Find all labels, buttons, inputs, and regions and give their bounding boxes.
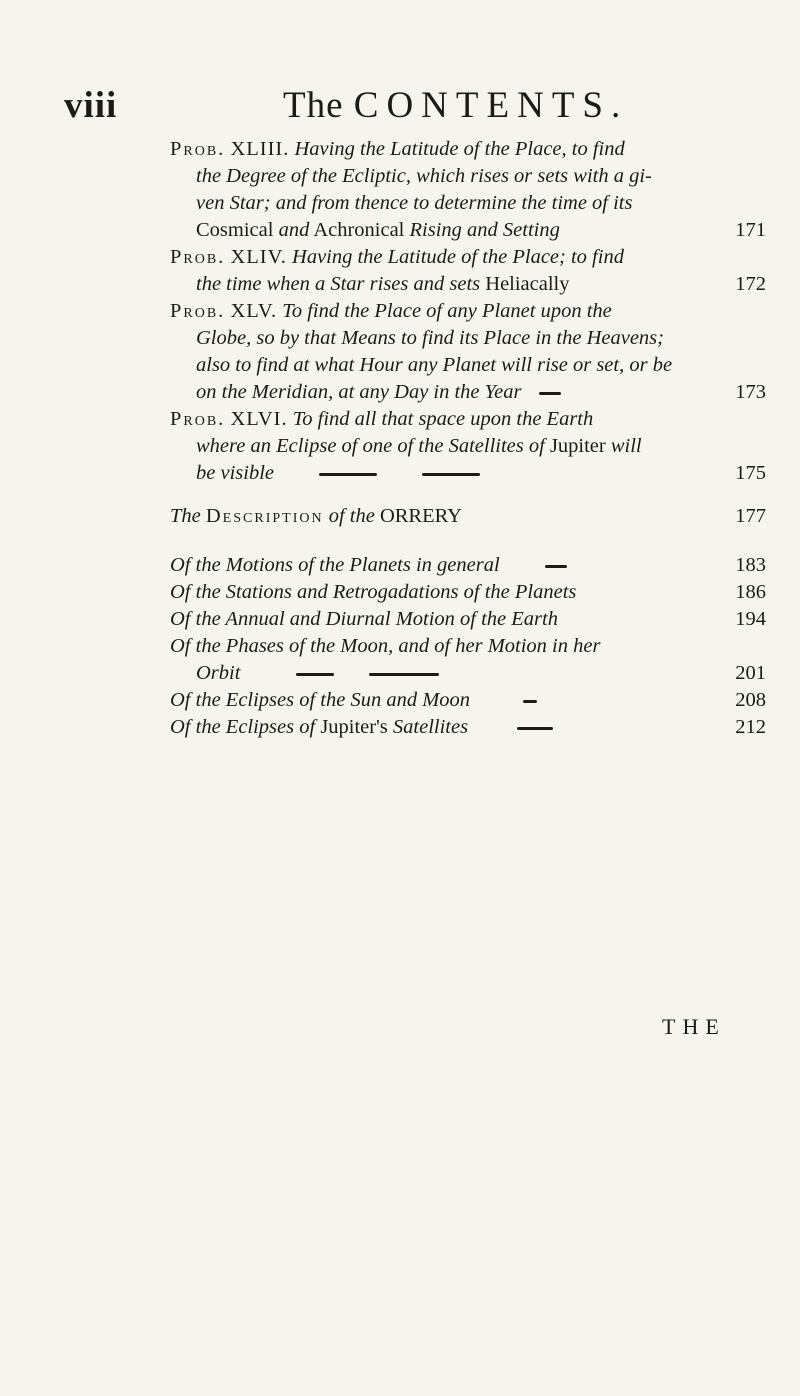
leader-dash <box>539 392 561 395</box>
section-entry <box>170 633 766 687</box>
page-ref: 208 <box>735 689 766 711</box>
page-ref: 183 <box>735 554 766 576</box>
prob-number: XLVI. <box>230 408 288 430</box>
prob-number: XLV. <box>230 300 278 322</box>
section-title: Of the Eclipses of the Sun and Moon <box>170 689 471 711</box>
prob-text: To find all that space upon the Earth <box>292 408 594 430</box>
prob-label: Prob. <box>170 300 226 322</box>
prob-text: the Degree of the Ecliptic, which rises or sets with a gi- <box>196 165 652 187</box>
prob-text: Rising and Setting <box>409 219 560 241</box>
desc-of-the: of the <box>328 505 375 527</box>
prob-text: also to find at what Hour any Planet will rise or set, or be <box>196 354 673 376</box>
section-entry <box>170 687 766 714</box>
contents-body <box>170 136 766 741</box>
leader-dash <box>422 473 480 476</box>
section-title: Of the Stations and Retrogadations of the Planets <box>170 581 577 603</box>
page-ref: 175 <box>735 462 766 484</box>
page-ref: 177 <box>735 505 766 527</box>
section-title: Of the Motions of the Planets in general <box>170 554 500 576</box>
section-title: Of the Eclipses of <box>170 716 316 738</box>
leader-dash <box>517 727 553 730</box>
prob-label: Prob. <box>170 408 226 430</box>
prob-text: To find the Place of any Planet upon the <box>282 300 612 322</box>
page-ref: 186 <box>735 581 766 603</box>
section-title: Orbit <box>196 662 241 684</box>
section-title: Of the Annual and Diurnal Motion of the Earth <box>170 608 558 630</box>
sections-list <box>170 552 766 741</box>
prob-text: on the Meridian, at any Day in the Year <box>196 381 522 403</box>
desc-subject: ORRERY <box>379 505 462 527</box>
section-title-roman: Jupiter's <box>320 716 388 738</box>
prob-text: Having the Latitude of the Place; to find <box>292 246 624 268</box>
problem-entry-xliv <box>170 244 766 298</box>
desc-label: Description <box>205 505 324 527</box>
prob-text-roman: Jupiter <box>549 435 606 457</box>
page-ref: 201 <box>735 662 766 684</box>
problem-entry-xlv <box>170 298 766 406</box>
leader-dash <box>545 565 567 568</box>
prob-number: XLIV. <box>230 246 287 268</box>
page-ref: 172 <box>735 273 766 295</box>
page-ref: 173 <box>735 381 766 403</box>
prob-text: will <box>610 435 642 457</box>
prob-text-roman: Achronical <box>313 219 405 241</box>
section-title: Satellites <box>392 716 469 738</box>
catchword: THE <box>662 1014 726 1039</box>
leader-dash <box>369 673 439 676</box>
running-head <box>283 84 628 127</box>
section-entry <box>170 579 766 606</box>
running-head-the: The <box>283 85 344 126</box>
page-ref: 194 <box>735 608 766 630</box>
section-entry <box>170 606 766 633</box>
leader-dash <box>319 473 377 476</box>
prob-text: Having the Latitude of the Place, to find <box>294 138 625 160</box>
prob-text: the time when a Star rises and sets <box>196 273 481 295</box>
prob-text: where an Eclipse of one of the Satellites of <box>196 435 545 457</box>
section-entry <box>170 552 766 579</box>
page-ref: 212 <box>735 716 766 738</box>
description-entry <box>170 503 766 530</box>
prob-text-roman: Cosmical <box>196 219 274 241</box>
problem-entry-xlvi <box>170 406 766 487</box>
prob-text: Globe, so by that Means to find its Place in the Heavens; <box>196 327 664 349</box>
prob-text-roman: Heliacally <box>485 273 570 295</box>
prob-label: Prob. <box>170 246 226 268</box>
prob-number: XLIII. <box>230 138 290 160</box>
section-title: Of the Phases of the Moon, and of her Motion in her <box>170 635 601 657</box>
page-ref: 171 <box>735 219 766 241</box>
prob-text: ven Star; and from thence to determine the time of its <box>196 192 633 214</box>
problem-entry-xliii <box>170 136 766 244</box>
prob-label: Prob. <box>170 138 226 160</box>
leader-dash <box>523 700 537 703</box>
desc-the: The <box>170 505 201 527</box>
prob-text: be visible <box>196 462 274 484</box>
running-head-contents: CONTENTS. <box>353 85 629 126</box>
page-number: viii <box>64 85 118 126</box>
prob-text: and <box>278 219 310 241</box>
section-entry <box>170 714 766 741</box>
leader-dash <box>296 673 334 676</box>
